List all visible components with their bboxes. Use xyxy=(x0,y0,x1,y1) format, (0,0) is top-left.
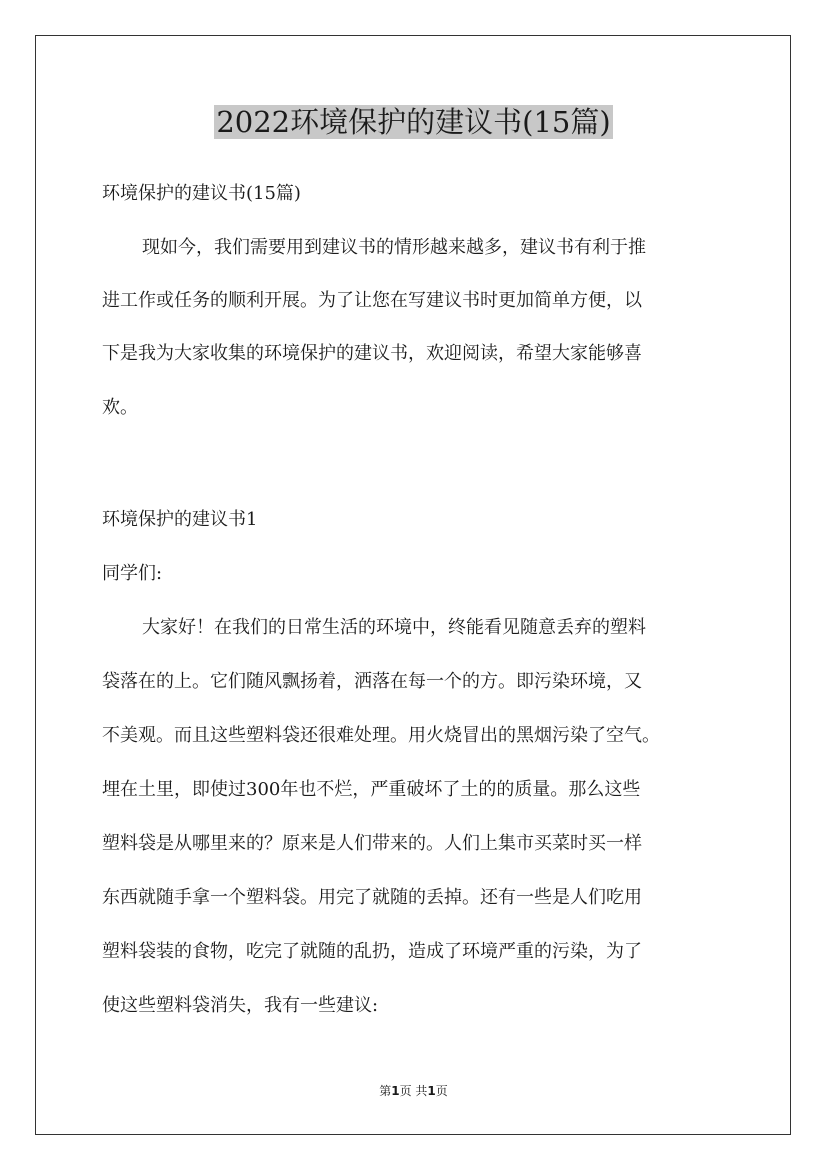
footer-prefix: 第 xyxy=(379,1084,392,1098)
footer-mid: 页 共 xyxy=(399,1084,428,1098)
section-heading: 环境保护的建议书1 xyxy=(102,509,258,530)
body-line-1: 大家好！在我们的日常生活的环境中，终能看见随意丢弃的塑料 xyxy=(142,617,646,638)
document-title xyxy=(0,100,827,144)
intro-line-1: 现如今，我们需要用到建议书的情形越来越多，建议书有利于推 xyxy=(142,237,646,258)
document-title-text: 2022环境保护的建议书(15篇) xyxy=(216,105,611,139)
intro-line-3: 下是我为大家收集的环境保护的建议书，欢迎阅读，希望大家能够喜 xyxy=(102,343,642,364)
intro-line-4: 欢。 xyxy=(102,397,138,418)
body-line-5: 塑料袋是从哪里来的？原来是人们带来的。人们上集市买菜时买一样 xyxy=(102,833,642,854)
body-line-8: 使这些塑料袋消失，我有一些建议: xyxy=(102,995,379,1016)
body-line-6: 东西就随手拿一个塑料袋。用完了就随的丢掉。还有一些是人们吃用 xyxy=(102,887,642,908)
body-line-4: 埋在土里，即使过300年也不烂，严重破坏了土的的质量。那么这些 xyxy=(102,779,641,800)
body-line-2: 袋落在的上。它们随风飘扬着，洒落在每一个的方。即污染环境，又 xyxy=(102,671,642,692)
footer-suffix: 页 xyxy=(435,1084,448,1098)
footer-current-page: 1 xyxy=(391,1084,400,1098)
document-subtitle: 环境保护的建议书(15篇) xyxy=(102,183,301,204)
salutation: 同学们: xyxy=(102,563,163,584)
body-line-7: 塑料袋装的食物，吃完了就随的乱扔，造成了环境严重的污染，为了 xyxy=(102,941,642,962)
page-number-footer xyxy=(0,1083,827,1099)
body-line-3: 不美观。而且这些塑料袋还很难处理。用火烧冒出的黑烟污染了空气。 xyxy=(102,725,660,746)
intro-line-2: 进工作或任务的顺利开展。为了让您在写建议书时更加简单方便，以 xyxy=(102,290,642,311)
footer-total-pages: 1 xyxy=(427,1084,436,1098)
